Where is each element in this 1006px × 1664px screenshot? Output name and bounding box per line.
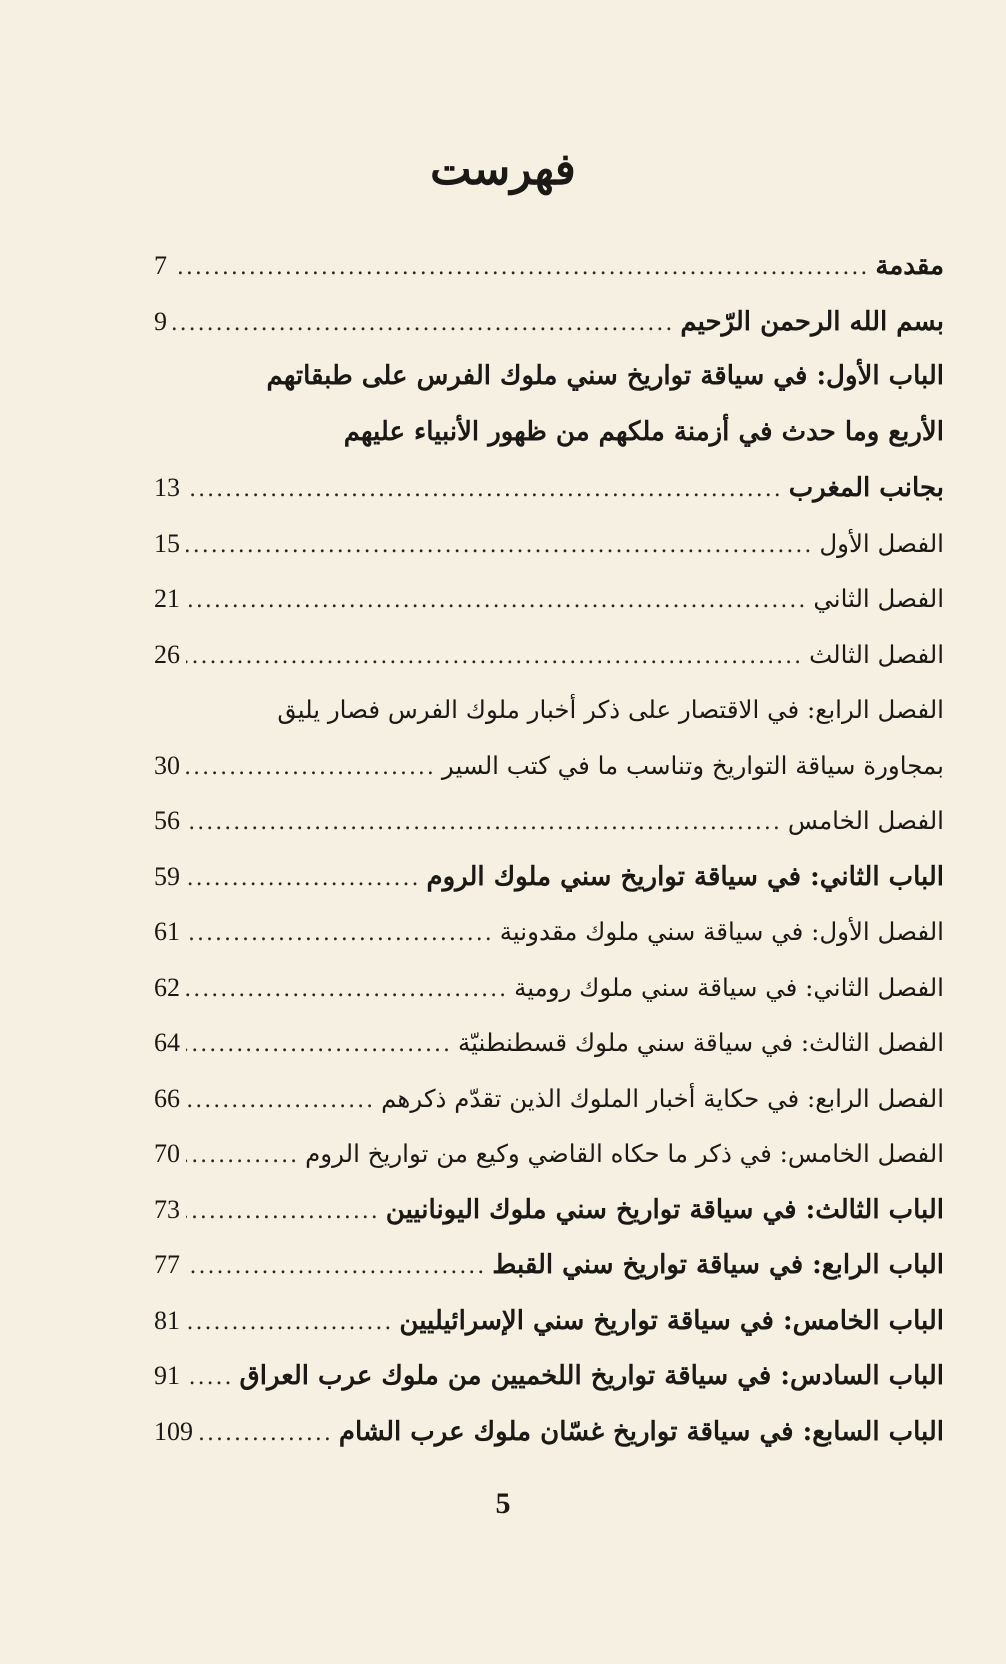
toc-entry bbox=[154, 294, 944, 350]
toc-entry-label: الباب الرابع: في سياقة تواريخ سني القبط bbox=[492, 1250, 944, 1280]
toc-entry bbox=[154, 405, 944, 461]
page-number: 5 bbox=[495, 1487, 511, 1520]
toc-entry bbox=[154, 1348, 944, 1404]
toc-entry-label: الفصل الأول: في سياقة سني ملوك مقدونية bbox=[499, 917, 944, 946]
toc-page-number: 59 bbox=[154, 861, 180, 891]
toc-entry bbox=[154, 571, 944, 627]
toc-entry-label: الباب الأول: في سياقة تواريخ سني ملوك الفرس على طبقاتهم bbox=[266, 361, 944, 391]
toc-entry-label: الفصل الرابع: في حكاية أخبار الملوك الذين تقدّم ذكرهم bbox=[381, 1083, 944, 1113]
toc-entry-label: الفصل الثاني bbox=[813, 584, 944, 613]
toc-leader bbox=[186, 1350, 234, 1406]
toc-entry-label: بسم الله الرحمن الرّحيم bbox=[680, 306, 944, 337]
toc-entry bbox=[154, 460, 944, 516]
toc-entry bbox=[154, 1071, 944, 1127]
toc-entry-label: الفصل الثالث: في سياقة سني ملوك قسطنطنيّة bbox=[458, 1028, 944, 1057]
toc-page-number: 109 bbox=[154, 1416, 193, 1446]
toc-leader bbox=[186, 1239, 486, 1295]
table-of-contents bbox=[154, 238, 944, 1459]
toc-entry-label: الباب الثالث: في سياقة تواريخ سني ملوك اليونانيين bbox=[385, 1194, 944, 1225]
toc-entry-label: بمجاورة سياقة التواريخ وتناسب ما في كتب السير bbox=[441, 750, 944, 780]
toc-page-number: 21 bbox=[154, 584, 180, 613]
toc-entry-label: الفصل الخامس: في ذكر ما حكاه القاضي وكيع من تواريخ الروم bbox=[305, 1139, 944, 1168]
toc-leader bbox=[186, 851, 421, 907]
toc-page-number: 26 bbox=[154, 639, 180, 669]
toc-entry-label: الفصل الأول bbox=[819, 528, 944, 558]
toc-entry bbox=[154, 1126, 944, 1182]
toc-leader bbox=[199, 1406, 333, 1462]
toc-leader bbox=[186, 518, 813, 574]
toc-page-number: 81 bbox=[154, 1305, 180, 1335]
toc-leader bbox=[186, 1017, 452, 1073]
toc-entry bbox=[154, 1404, 944, 1460]
toc-leader bbox=[186, 629, 803, 685]
toc-entry bbox=[154, 238, 944, 294]
toc-entry bbox=[154, 1237, 944, 1293]
toc-entry-label: الفصل الرابع: في الاقتصار على ذكر أخبار ملوك الفرس فصار يليق bbox=[277, 695, 944, 724]
toc-page-number: 56 bbox=[154, 806, 180, 835]
toc-entry bbox=[154, 682, 944, 738]
toc-entry bbox=[154, 349, 944, 405]
toc-page-number: 64 bbox=[154, 1028, 180, 1057]
toc-page-number: 62 bbox=[154, 972, 180, 1002]
toc-entry bbox=[154, 904, 944, 960]
toc-entry bbox=[154, 793, 944, 849]
toc-entry-label: الباب السابع: في سياقة تواريخ غسّان ملوك عرب الشام bbox=[338, 1416, 944, 1447]
toc-entry-label: الفصل الخامس bbox=[787, 806, 944, 835]
toc-page-number: 61 bbox=[154, 917, 180, 946]
toc-page-number: 73 bbox=[154, 1194, 180, 1224]
toc-entry bbox=[154, 516, 944, 572]
toc-entry bbox=[154, 627, 944, 683]
toc-entry-label: الأربع وما حدث في أزمنة ملكهم من ظهور الأنبياء عليهم bbox=[343, 416, 944, 447]
toc-leader bbox=[173, 296, 674, 352]
toc-entry bbox=[154, 738, 944, 794]
toc-entry bbox=[154, 1293, 944, 1349]
toc-entry bbox=[154, 849, 944, 905]
toc-leader bbox=[186, 573, 807, 629]
toc-page-number: 91 bbox=[154, 1361, 180, 1390]
toc-leader bbox=[186, 740, 436, 796]
toc-page-number: 9 bbox=[154, 306, 167, 336]
toc-leader bbox=[186, 906, 494, 962]
toc-page-number: 7 bbox=[154, 251, 167, 280]
toc-page-number: 15 bbox=[154, 528, 180, 558]
toc-leader bbox=[186, 962, 508, 1018]
toc-entry-label: الباب الثاني: في سياقة تواريخ سني ملوك الروم bbox=[426, 861, 944, 892]
toc-page-number: 66 bbox=[154, 1083, 180, 1113]
toc-page-number: 30 bbox=[154, 750, 180, 780]
toc-leader bbox=[186, 1295, 393, 1351]
toc-entry bbox=[154, 1015, 944, 1071]
toc-leader bbox=[186, 1184, 380, 1240]
toc-leader bbox=[186, 1128, 299, 1184]
toc-page-number: 77 bbox=[154, 1250, 180, 1279]
toc-entry-label: الباب الخامس: في سياقة تواريخ سني الإسرائيليين bbox=[399, 1305, 944, 1336]
toc-page-number: 70 bbox=[154, 1139, 180, 1168]
page-title: فهرست bbox=[430, 144, 576, 195]
toc-entry bbox=[154, 960, 944, 1016]
toc-leader bbox=[186, 1073, 375, 1129]
toc-entry-label: بجانب المغرب bbox=[788, 473, 944, 503]
toc-entry bbox=[154, 1182, 944, 1238]
toc-entry-label: الفصل الثاني: في سياقة سني ملوك رومية bbox=[514, 972, 944, 1002]
toc-entry-label: الفصل الثالث bbox=[809, 639, 944, 669]
toc-leader bbox=[186, 795, 782, 851]
toc-leader bbox=[173, 240, 869, 296]
toc-entry-label: الباب السادس: في سياقة تواريخ اللخميين من ملوك عرب العراق bbox=[239, 1361, 944, 1391]
toc-page-number: 13 bbox=[154, 473, 180, 502]
toc-entry-label: مقدمة bbox=[875, 251, 944, 281]
toc-leader bbox=[186, 462, 783, 518]
